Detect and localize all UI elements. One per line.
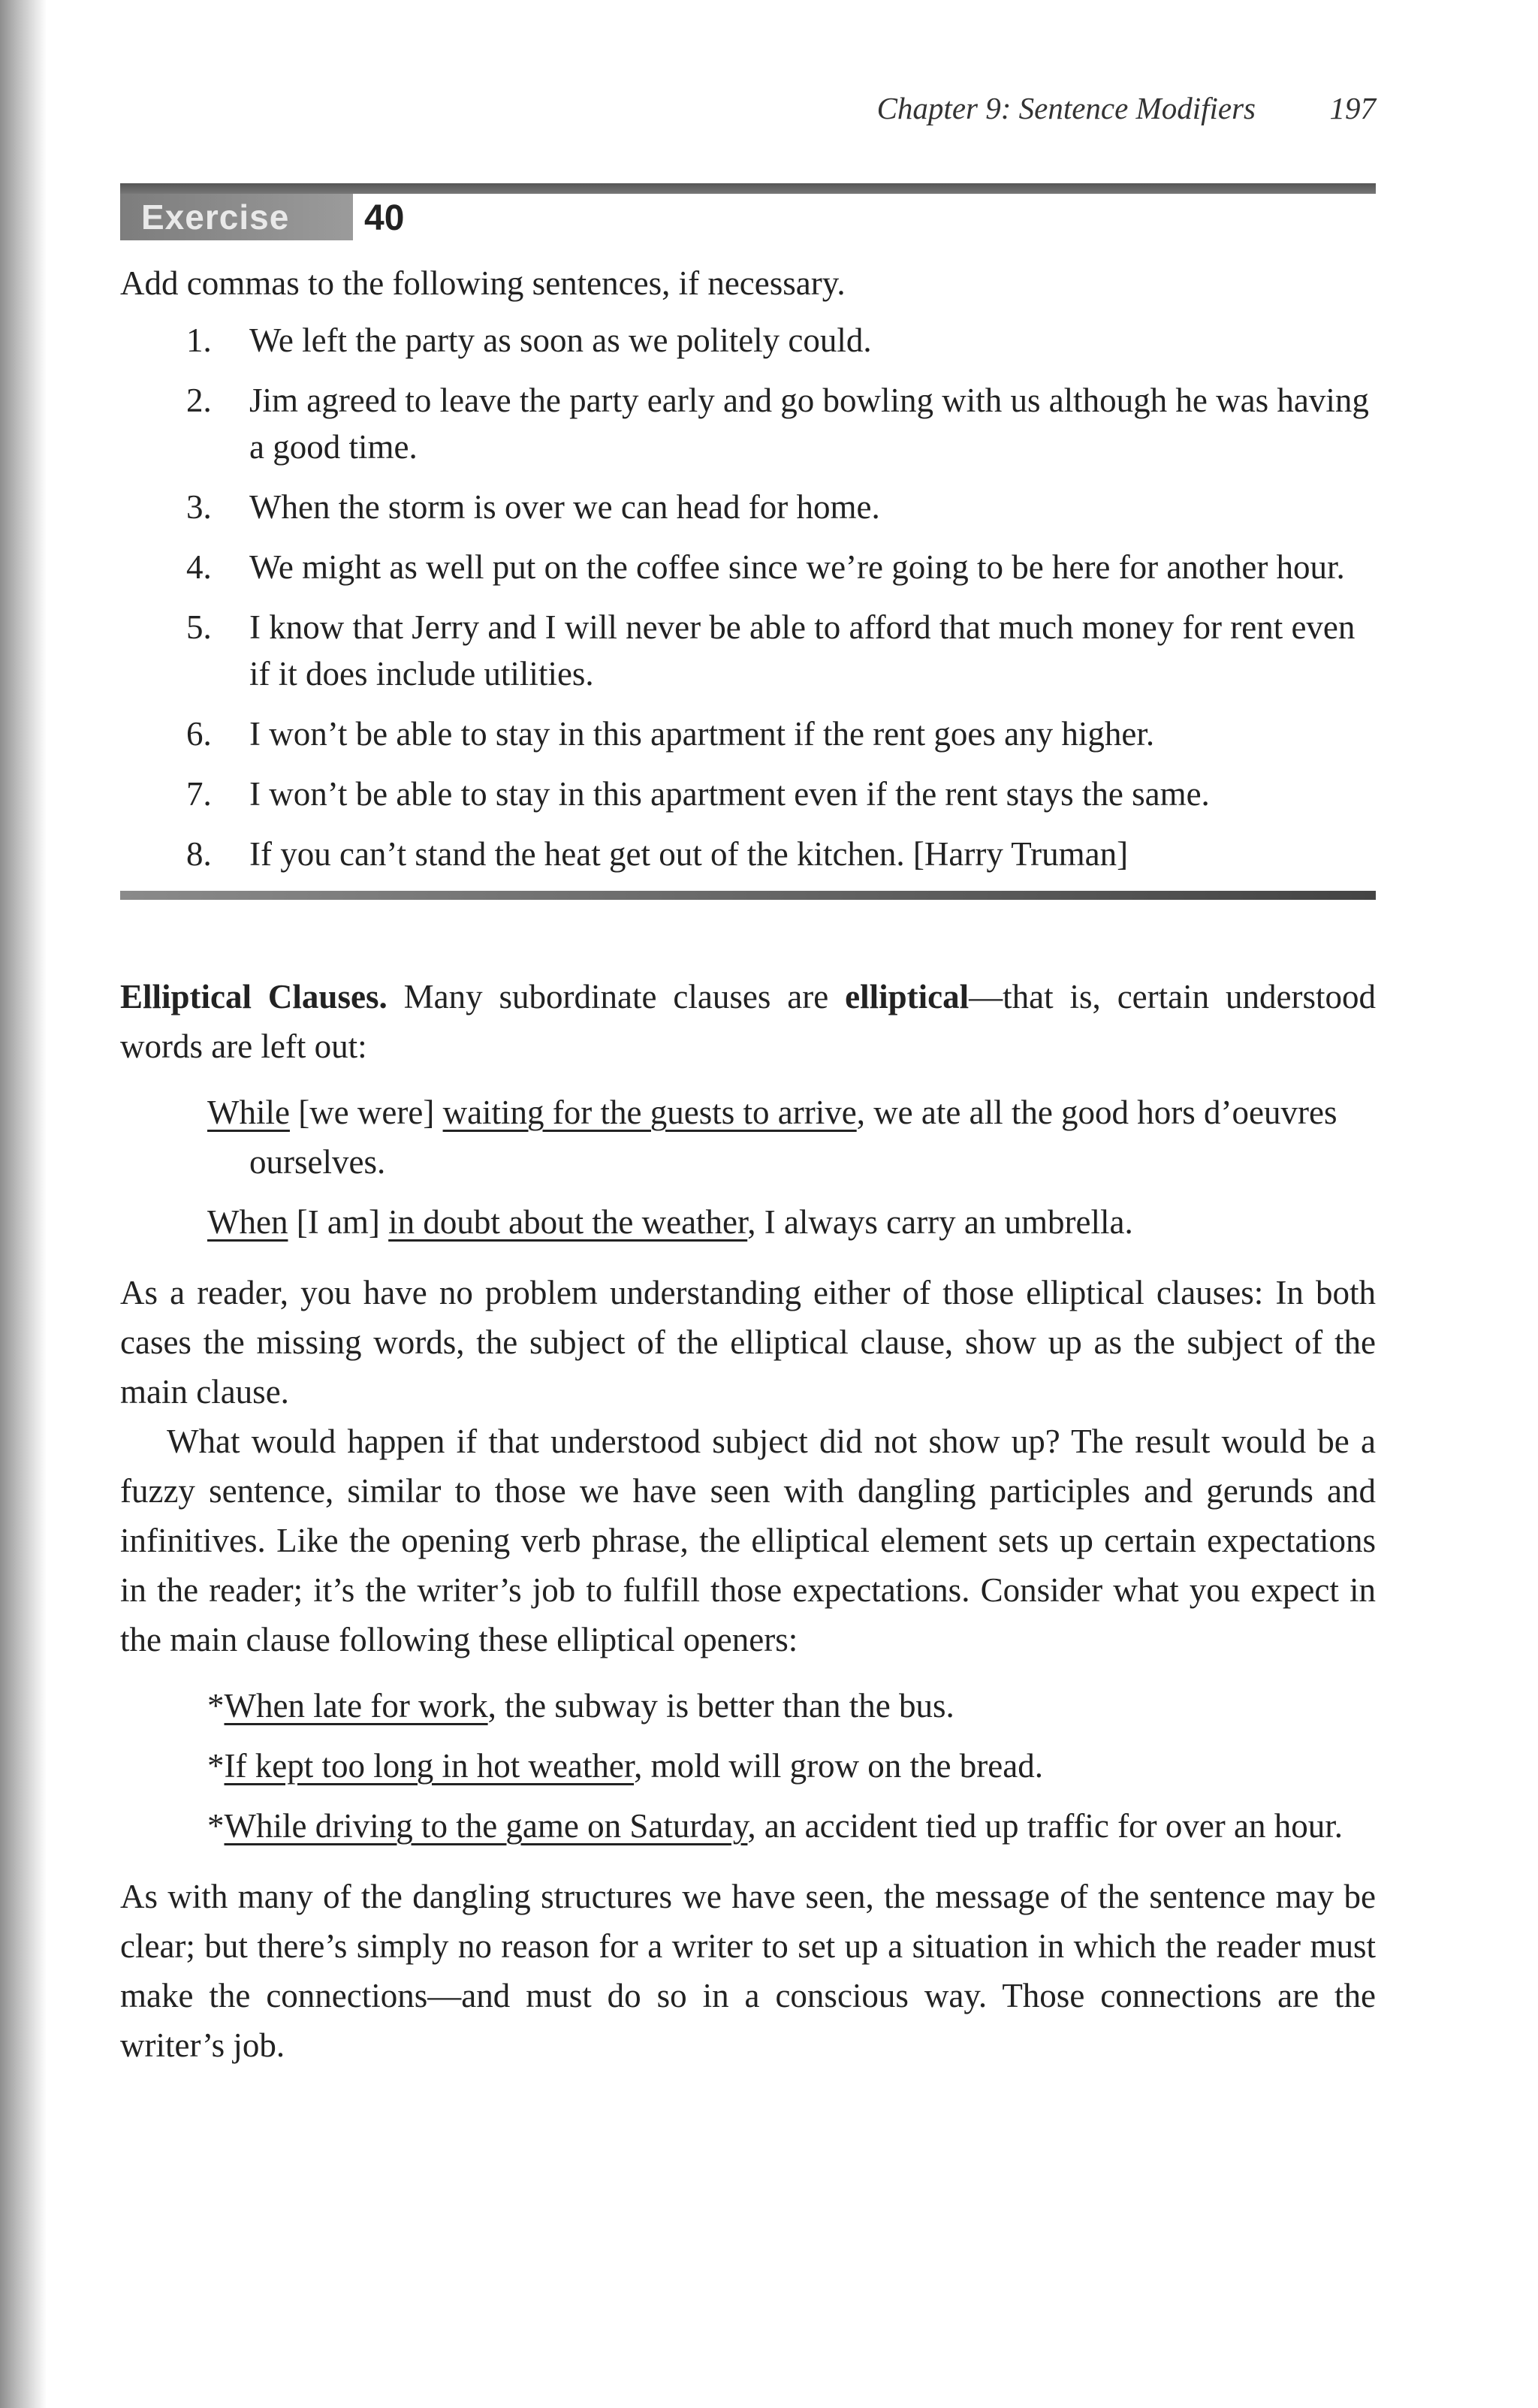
item-text: We left the party as soon as we politely could. (249, 321, 872, 359)
underlined-clause: in doubt about the weather (388, 1203, 748, 1241)
item-number: 4. (186, 548, 212, 586)
exercise-item (120, 317, 1376, 364)
exercise-item (120, 484, 1376, 530)
exercise-item (120, 771, 1376, 817)
exercise-number: 40 (364, 198, 405, 238)
item-number: 5. (186, 608, 212, 646)
exercise-item (120, 604, 1376, 697)
item-text: I won’t be able to stay in this apartment even if the rent stays the same. (249, 775, 1210, 813)
exercise-label: Exercise (120, 194, 353, 240)
underlined-clause: waiting for the guests to arrive (442, 1094, 857, 1131)
example-sentence (120, 1197, 1376, 1247)
paragraph: What would happen if that understood subject did not show up? The result would be a fuzzy sentence, similar to those we have seen with dangling participles and gerunds and infinitives. Like the opening verb phrase, the elliptical element sets up certain expectations in the reader; it’s the writer’s job to fulfill those expectations. Consider what you expect in the main clause following these elliptical openers: (120, 1423, 1376, 1658)
intro-before: Many subordinate clauses are (403, 978, 829, 1015)
section-heading: Elliptical Clauses. (120, 978, 388, 1015)
item-text: I won’t be able to stay in this apartment if the rent goes any higher. (249, 715, 1155, 753)
item-number: 8. (186, 835, 212, 873)
ungrammatical-marker: * (207, 1807, 225, 1845)
underlined-clause: If kept too long in hot weather (224, 1747, 635, 1785)
exercise-instruction: Add commas to the following sentences, if necessary. (120, 264, 846, 302)
running-head (120, 90, 1376, 135)
page-number: 197 (1329, 91, 1376, 125)
item-number: 1. (186, 321, 212, 359)
dangling-example (120, 1741, 1376, 1791)
exercise-bottom-rule (120, 891, 1376, 900)
section-intro (120, 972, 1376, 1071)
example-sentence (120, 1088, 1376, 1187)
bracketed-words: [we were] (289, 1094, 443, 1131)
example-group-2 (120, 1681, 1376, 1851)
dangling-example (120, 1681, 1376, 1731)
example-group-1 (120, 1088, 1376, 1247)
main-clause: , mold will grow on the bread. (634, 1747, 1043, 1785)
paragraph: As a reader, you have no problem understanding either of those elliptical clauses: In both cases the missing words, the subject of the elliptical clause, show up as the subject of the main clause. (120, 1274, 1376, 1411)
section-elliptical-clauses (120, 972, 1376, 2070)
item-number: 7. (186, 775, 212, 813)
chapter-title: Chapter 9: Sentence Modifiers (876, 91, 1256, 125)
exercise-top-rule (120, 183, 1376, 194)
item-number: 6. (186, 715, 212, 753)
main-clause: , an accident tied up traffic for over an hour. (747, 1807, 1343, 1845)
exercise-item (120, 711, 1376, 757)
underlined-clause: When late for work (224, 1687, 488, 1725)
underlined-clause: While driving to the game on Saturday (224, 1807, 748, 1845)
exercise-item (120, 377, 1376, 470)
main-clause: , the subway is better than the bus. (487, 1687, 954, 1725)
underlined-word: While (207, 1094, 290, 1131)
exercise-item (120, 831, 1376, 877)
bracketed-words: [I am] (288, 1203, 389, 1241)
item-number: 3. (186, 488, 212, 526)
book-page (120, 90, 1376, 2070)
paragraph: As with many of the dangling structures we have seen, the message of the sentence may be clear; but there’s simply no reason for a writer to set up a situation in which the reader must make the connections—and must do so in a conscious way. Those connections are the writer’s job. (120, 1878, 1376, 2064)
item-text: I know that Jerry and I will never be able to afford that much money for rent even if it does include utilities. (249, 608, 1356, 693)
item-text: When the storm is over we can head for home. (249, 488, 880, 526)
item-text: We might as well put on the coffee since we’re going to be here for another hour. (249, 548, 1345, 586)
ungrammatical-marker: * (207, 1747, 225, 1785)
book-spine-shadow (0, 0, 47, 2408)
exercise-header (120, 183, 1376, 254)
key-term: elliptical (845, 978, 970, 1015)
ungrammatical-marker: * (207, 1687, 225, 1725)
underlined-word: When (207, 1203, 288, 1241)
exercise-list (120, 317, 1376, 877)
intro-after: —that is, certain understood words are left out: (120, 978, 1377, 1065)
item-number: 2. (186, 382, 212, 419)
dangling-example (120, 1801, 1376, 1851)
item-text: Jim agreed to leave the party early and go bowling with us although he was having a good time. (249, 382, 1369, 466)
item-text: If you can’t stand the heat get out of the kitchen. [Harry Truman] (249, 835, 1129, 873)
main-clause: , we ate all the good hors d’oeuvres ourselves. (249, 1094, 1337, 1181)
main-clause: , I always carry an umbrella. (747, 1203, 1133, 1241)
exercise-item (120, 544, 1376, 590)
